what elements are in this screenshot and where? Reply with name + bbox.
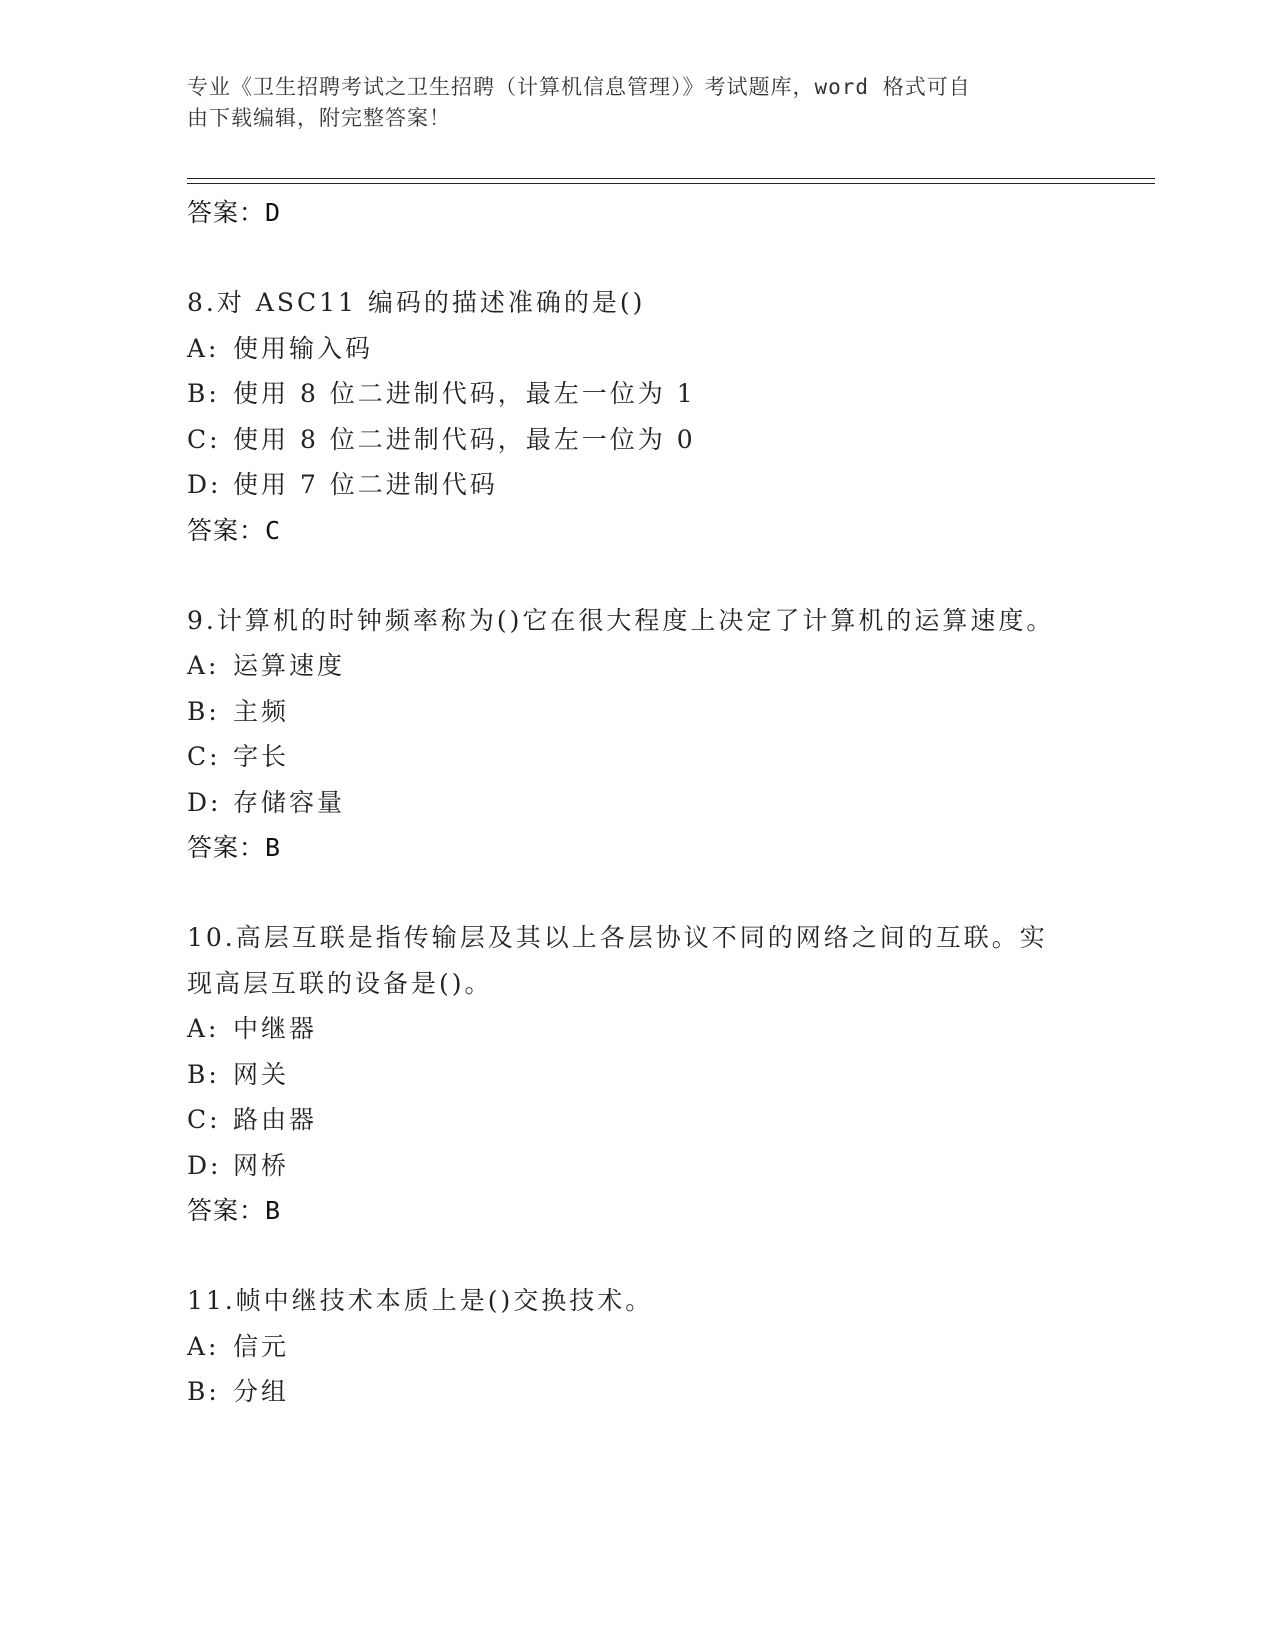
option-letter: C: [187, 1105, 221, 1134]
question-stem: 11.帧中继技术本质上是()交换技术。 [187, 1286, 654, 1315]
option-letter: A: [187, 651, 220, 680]
spacer [187, 236, 1087, 280]
option-text: 使用输入码 [233, 333, 374, 363]
option-text: 路由器 [233, 1105, 318, 1134]
option-letter: D: [187, 470, 222, 499]
option-text: 信元 [233, 1331, 290, 1361]
option-text: 使用 7 位二进制代码 [233, 470, 498, 499]
question-10 [187, 915, 1087, 1234]
header-line-2: 由下载编辑，附完整答案！ [187, 106, 451, 130]
question-stem: 9.计算机的时钟频率称为()它在很大程度上决定了计算机的运算速度。 [187, 605, 1055, 635]
spacer [187, 1234, 1087, 1278]
document-header [187, 72, 1067, 134]
previous-answer: 答案：D [187, 198, 282, 227]
option-text: 中继器 [233, 1014, 318, 1043]
option-text: 网关 [233, 1059, 290, 1089]
option-text: 存储容量 [233, 787, 346, 817]
answer-line: 答案：B [187, 1196, 282, 1225]
option-c [187, 417, 1087, 463]
option-letter: C: [187, 742, 221, 771]
option-d [187, 780, 1087, 826]
option-text: 主频 [233, 696, 290, 726]
option-a [187, 326, 1087, 372]
option-text: 使用 8 位二进制代码，最左一位为 0 [233, 424, 696, 454]
option-text: 分组 [233, 1377, 290, 1406]
option-b [187, 689, 1087, 735]
option-d [187, 1143, 1087, 1189]
question-stem: 8.对 ASC11 编码的描述准确的是() [187, 288, 646, 317]
question-stem: 10.高层互联是指传输层及其以上各层协议不同的网络之间的互联。实现高层互联的设备是()。 [187, 923, 1048, 998]
question-11 [187, 1278, 1087, 1415]
option-letter: B: [187, 696, 220, 726]
option-a [187, 643, 1087, 689]
option-c [187, 1097, 1087, 1143]
option-letter: C: [187, 424, 221, 454]
option-letter: B: [187, 1059, 220, 1089]
option-a [187, 1006, 1087, 1052]
answer-line: 答案：C [187, 515, 282, 545]
option-letter: A: [187, 333, 220, 363]
question-8 [187, 280, 1087, 554]
header-divider-top [187, 178, 1155, 179]
option-b [187, 1369, 1087, 1415]
option-text: 使用 8 位二进制代码，最左一位为 1 [233, 379, 696, 408]
option-b [187, 1052, 1087, 1098]
header-line-1: 专业《卫生招聘考试之卫生招聘（计算机信息管理）》考试题库，word 格式可自 [187, 75, 971, 99]
spacer [187, 554, 1087, 598]
option-letter: A: [187, 1331, 220, 1361]
question-list [187, 190, 1087, 1415]
option-d [187, 462, 1087, 508]
option-c [187, 734, 1087, 780]
question-9 [187, 598, 1087, 872]
option-b [187, 371, 1087, 417]
header-divider-bottom [187, 183, 1155, 184]
answer-line: 答案：B [187, 833, 282, 862]
option-letter: B: [187, 379, 220, 408]
option-letter: D: [187, 787, 222, 817]
option-text: 网桥 [233, 1150, 290, 1180]
spacer [187, 871, 1087, 915]
option-text: 字长 [233, 742, 290, 771]
option-text: 运算速度 [233, 651, 346, 680]
option-letter: D: [187, 1150, 222, 1180]
option-letter: B: [187, 1377, 220, 1406]
option-a [187, 1324, 1087, 1370]
option-letter: A: [187, 1014, 220, 1043]
